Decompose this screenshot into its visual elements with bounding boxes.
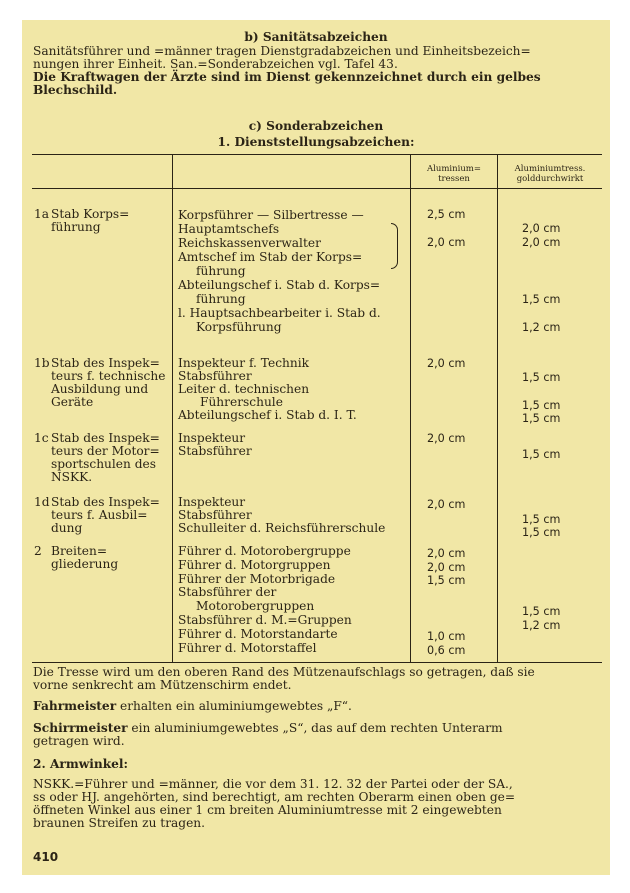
role-cell	[178, 357, 408, 422]
gold-value: 1,5 cm	[522, 448, 561, 461]
unit-cell	[51, 545, 171, 571]
role-line: Korpsführer — Silbertresse —	[178, 208, 364, 222]
gold-value: 1,5 cm	[522, 293, 561, 306]
role-line: Korpsführung	[196, 320, 282, 334]
text-line: braunen Streifen zu tragen.	[33, 816, 206, 830]
paragraph-tresse	[33, 666, 603, 692]
paragraph-fahrmeister	[33, 700, 603, 713]
text-line: Die Tresse wird um den oberen Rand des Mützenaufschlags so getragen, daß sie	[33, 665, 535, 679]
text-line: Sanitätsführer und =männer tragen Dienstgradabzeichen und Einheitsbezeich=	[33, 44, 531, 58]
text-line: öffneten Winkel aus einer 1 cm breiten Aluminiumtresse mit 2 eingewebten	[33, 803, 502, 817]
role-line: Führer d. Motorobergruppe	[178, 544, 351, 558]
unit-line: Stab des Inspek=	[51, 495, 160, 509]
role-line: führung	[196, 292, 246, 306]
role-line: Abteilungschef i. Stab d. Korps=	[178, 278, 381, 292]
header-line: Aluminiumtress.	[514, 164, 586, 174]
alu-values	[427, 630, 465, 657]
gold-value: 2,0 cm	[522, 222, 561, 235]
unit-line: Stab des Inspek=	[51, 431, 160, 445]
unit-line: Ausbildung und	[51, 382, 149, 396]
role-cell	[178, 432, 408, 458]
gold-value: 1,5 cm	[522, 513, 561, 526]
role-line: Leiter d. technischen	[178, 382, 310, 396]
unit-line: sportschulen des	[51, 457, 156, 471]
paragraph-armwinkel	[33, 778, 603, 830]
role-line: Inspekteur f. Technik	[178, 356, 310, 370]
heading-dienststellungsabzeichen: 1. Dienststellungsabzeichen:	[217, 135, 415, 149]
term-fahrmeister: Fahrmeister	[33, 699, 117, 713]
column-rule	[172, 154, 173, 662]
role-line: Führer d. Motorstaffel	[178, 640, 317, 655]
alu-value: 0,6 cm	[427, 643, 466, 657]
unit-line: Geräte	[51, 395, 94, 409]
row-number: 1a	[34, 207, 50, 221]
paragraph-sanitaet	[33, 45, 603, 97]
text-line: Blechschild.	[33, 83, 118, 97]
unit-line: Breiten=	[51, 544, 108, 558]
unit-line: dung	[51, 521, 83, 535]
role-line: Stabsführer	[178, 369, 252, 383]
role-line: Führer d. Motorstandarte	[178, 626, 338, 641]
role-line: Hauptamtschefs	[178, 222, 280, 236]
text-line: nungen ihrer Einheit. San.=Sonderabzeichen vgl. Tafel 43.	[33, 57, 398, 71]
role-cell	[178, 208, 408, 334]
role-line: Motorobergruppen	[196, 599, 315, 614]
unit-line: führung	[51, 220, 101, 234]
alu-value: 2,0 cm	[427, 547, 466, 560]
unit-line: gliederung	[51, 557, 119, 571]
text-line: getragen wird.	[33, 734, 125, 748]
page-number: 410	[33, 850, 59, 864]
row-number: 1d	[34, 495, 50, 509]
header-line: Aluminium=	[427, 164, 481, 174]
alu-value: 2,0 cm	[427, 357, 466, 370]
gold-value: 1,5 cm	[522, 526, 561, 539]
role-line: Stabsführer	[178, 508, 252, 522]
alu-values	[427, 547, 465, 588]
unit-line: Stab des Inspek=	[51, 356, 160, 370]
column-header-aluminiumtressen	[411, 164, 497, 184]
brace-mark	[391, 223, 398, 269]
gold-values	[522, 605, 560, 632]
text-fahrmeister: erhalten ein aluminiumgewebtes „F“.	[120, 699, 352, 713]
role-line: Führer d. Motorgruppen	[178, 557, 331, 572]
text-schirrmeister: ein aluminiumgewebtes „S“, das auf dem rechten Unterarm	[131, 721, 503, 735]
heading-armwinkel: 2. Armwinkel:	[33, 757, 129, 771]
gold-value: 2,0 cm	[522, 236, 561, 249]
unit-line: teurs f. Ausbil=	[51, 508, 148, 522]
row-number: 1c	[34, 431, 49, 445]
text-line: Die Kraftwagen der Ärzte sind im Dienst gekennzeichnet durch ein gelbes	[33, 70, 541, 84]
unit-cell	[51, 208, 171, 234]
role-cell	[178, 496, 408, 535]
role-line: Schulleiter d. Reichsführerschule	[178, 521, 386, 535]
role-line: Abteilungschef i. Stab d. I. T.	[178, 408, 357, 422]
table-bottom-rule	[32, 662, 602, 663]
heading-sanitaetsabzeichen: b) Sanitätsabzeichen	[244, 30, 388, 44]
column-header-golddurchwirkt	[498, 164, 602, 184]
unit-line: Stab Korps=	[51, 207, 130, 221]
unit-line: teurs der Motor=	[51, 444, 160, 458]
alu-value: 2,0 cm	[427, 432, 466, 445]
unit-cell	[51, 357, 171, 409]
unit-cell	[51, 496, 171, 535]
text-line: vorne senkrecht am Mützenschirm endet.	[33, 678, 292, 692]
role-line: Führerschule	[200, 395, 283, 409]
text-line: ss oder HJ. angehörten, sind berechtigt, am rechten Oberarm einen oben ge=	[33, 790, 516, 804]
role-line: führung	[196, 264, 246, 278]
role-line: Stabsführer der	[178, 585, 277, 600]
role-line: Stabsführer	[178, 444, 252, 458]
alu-value: 1,0 cm	[427, 630, 466, 643]
unit-line: NSKK.	[51, 470, 93, 484]
row-number: 2	[34, 544, 42, 558]
alu-value: 2,5 cm	[427, 208, 466, 221]
role-line: Stabsführer d. M.=Gruppen	[178, 612, 352, 627]
text-line: NSKK.=Führer und =männer, die vor dem 31. 12. 32 der Partei oder der SA.,	[33, 777, 513, 791]
role-line: Inspekteur	[178, 431, 246, 445]
column-rule	[497, 154, 498, 662]
gold-value: 1,2 cm	[522, 618, 561, 632]
alu-value: 2,0 cm	[427, 560, 466, 574]
alu-value: 2,0 cm	[427, 498, 466, 511]
paragraph-schirrmeister	[33, 722, 603, 748]
unit-line: teurs f. technische	[51, 369, 166, 383]
table-top-rule	[32, 154, 602, 155]
gold-value: 1,5 cm	[522, 605, 561, 618]
header-line: golddurchwirkt	[516, 174, 584, 184]
gold-value: 1,2 cm	[522, 321, 561, 334]
header-line: tressen	[438, 174, 470, 184]
row-number: 1b	[34, 356, 50, 370]
heading-sonderabzeichen: c) Sonderabzeichen	[248, 119, 384, 133]
role-cell	[178, 545, 408, 655]
gold-value: 1,5 cm	[522, 399, 561, 412]
alu-value: 2,0 cm	[427, 236, 466, 249]
column-rule	[410, 154, 411, 662]
role-line: Amtschef im Stab der Korps=	[178, 250, 363, 264]
alu-value: 1,5 cm	[427, 574, 466, 587]
book-page	[22, 20, 610, 875]
unit-cell	[51, 432, 171, 484]
role-line: Inspekteur	[178, 495, 246, 509]
role-line: Reichskassenverwalter	[178, 236, 321, 250]
term-schirrmeister: Schirrmeister	[33, 721, 128, 735]
role-line: l. Hauptsachbearbeiter i. Stab d.	[178, 306, 381, 320]
table-header-rule	[32, 188, 602, 189]
role-line: Führer der Motorbrigade	[178, 571, 336, 586]
gold-value: 1,5 cm	[522, 371, 561, 384]
gold-value: 1,5 cm	[522, 412, 561, 425]
